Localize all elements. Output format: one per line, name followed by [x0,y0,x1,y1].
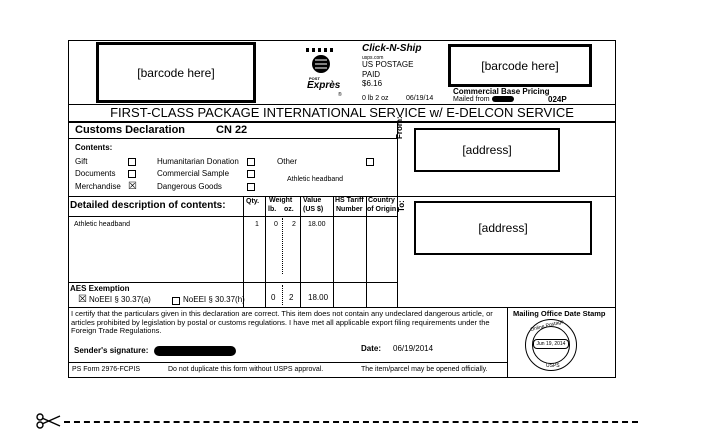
other-description: Athletic headband [287,176,344,183]
barcode-left: [barcode here] [96,42,256,103]
option-gift: Gift [75,157,88,166]
contents-label: Contents: [75,143,113,152]
divider [68,216,397,217]
divider [243,196,244,307]
total-oz: 2 [289,293,294,302]
option-dangerous-goods: Dangerous Goods [157,182,222,191]
sender-signature [154,346,236,356]
cut-line [64,421,638,423]
footer-form-number: PS Form 2976-FCPIS [72,366,141,373]
customs-heading: Customs Declaration [75,124,186,136]
divider [507,307,508,378]
noeei-a-checkbox[interactable]: ☒ [78,294,87,305]
mail-date: 06/19/14 [406,95,434,102]
item-description: Athletic headband [74,221,131,228]
col-origin: of Origin [367,206,397,213]
divider [300,196,301,307]
to-label: To: [397,200,406,212]
barcode-right: [barcode here] [448,44,592,87]
from-address: [address] [414,128,560,172]
certification-text: I certify that the particulars given in this declaration are correct. This item does not contain any undeclared dangerous article, or articles prohibited by legislation by postal or customs regulations. I have met all applicable export filing requirements under the Foreign Trade Regulations. [71,309,493,335]
divider [68,307,616,308]
postage-amount: $6.16 [362,79,383,88]
divider [265,196,266,307]
noeei-h-checkbox[interactable] [172,297,180,305]
col-value: Value [303,197,322,204]
stamp-top-text: Online Postage [529,318,565,334]
divider [68,362,507,363]
footer-notice: Do not duplicate this form without USPS approval. [168,366,324,373]
commercial-sample-checkbox[interactable] [247,170,255,178]
package-weight: 0 lb 2 oz [362,95,389,102]
scissors-icon [34,413,62,429]
col-hs-tariff: HS Tariff [335,197,364,204]
humanitarian-checkbox[interactable] [247,158,255,166]
divider [282,285,283,305]
to-address: [address] [414,201,592,255]
label-code: 024P [548,95,567,104]
divider [282,218,283,274]
divider [397,196,616,197]
option-commercial-sample: Commercial Sample [157,169,230,178]
gift-checkbox[interactable] [128,158,136,166]
brand-top: POST [309,76,320,81]
item-lb: 0 [274,221,278,228]
divider [333,196,334,307]
divider [397,122,398,308]
noeei-h-label: NoEEI § 30.37(h) [183,295,245,304]
total-lb: 0 [271,293,276,302]
item-qty: 1 [255,221,259,228]
divider [68,121,616,123]
divider [68,138,397,139]
from-label: From: [395,116,404,139]
col-country: Country [368,197,395,204]
stamp-date-box: Jun 19, 2014 [533,339,569,349]
postage-line1: US POSTAGE [362,60,414,69]
option-humanitarian: Humanitarian Donation [157,157,239,166]
documents-checkbox[interactable] [128,170,136,178]
pricing-label: Commercial Base Pricing [453,87,550,96]
item-value: 18.00 [308,221,326,228]
col-oz: oz. [284,206,294,213]
brand-main: Exprès [307,80,341,91]
stamp-bottom-text: USPS [546,363,560,369]
redacted-origin [492,96,514,102]
merchandise-checkbox[interactable]: ☒ [128,181,137,192]
divider [68,282,397,283]
col-qty: Qty. [246,198,260,205]
total-value: 18.00 [308,293,329,302]
col-weight: Weight [269,197,293,204]
col-lb: lb. [268,206,277,213]
noeei-a-label: NoEEI § 30.37(a) [89,295,151,304]
item-oz: 2 [292,221,296,228]
service-name: Click-N-Ship [362,43,422,54]
brand-mark: ® [338,92,342,98]
aes-heading: AES Exemption [70,284,130,293]
option-merchandise: Merchandise [75,182,121,191]
signature-label: Sender's signature: [74,346,149,355]
other-checkbox[interactable] [366,158,374,166]
option-documents: Documents [75,169,116,178]
col-hs-number: Number [336,206,363,213]
footer-inspection: The item/parcel may be opened officially. [361,366,488,373]
date-value: 06/19/2014 [393,344,434,353]
date-label: Date: [361,344,382,353]
postage-line2: PAID [362,70,381,79]
description-heading: Detailed description of contents: [70,200,226,211]
mailed-from-label: Mailed from [453,96,490,103]
service-title: FIRST-CLASS PACKAGE INTERNATIONAL SERVICE w/ E-DELCON SERVICE [110,105,574,120]
customs-form-code: CN 22 [216,124,248,136]
stamp-heading: Mailing Office Date Stamp [513,309,606,318]
service-site: usps.com [362,55,384,61]
option-other: Other [277,157,298,166]
dangerous-goods-checkbox[interactable] [247,183,255,191]
col-value-unit: (US $) [303,206,324,213]
